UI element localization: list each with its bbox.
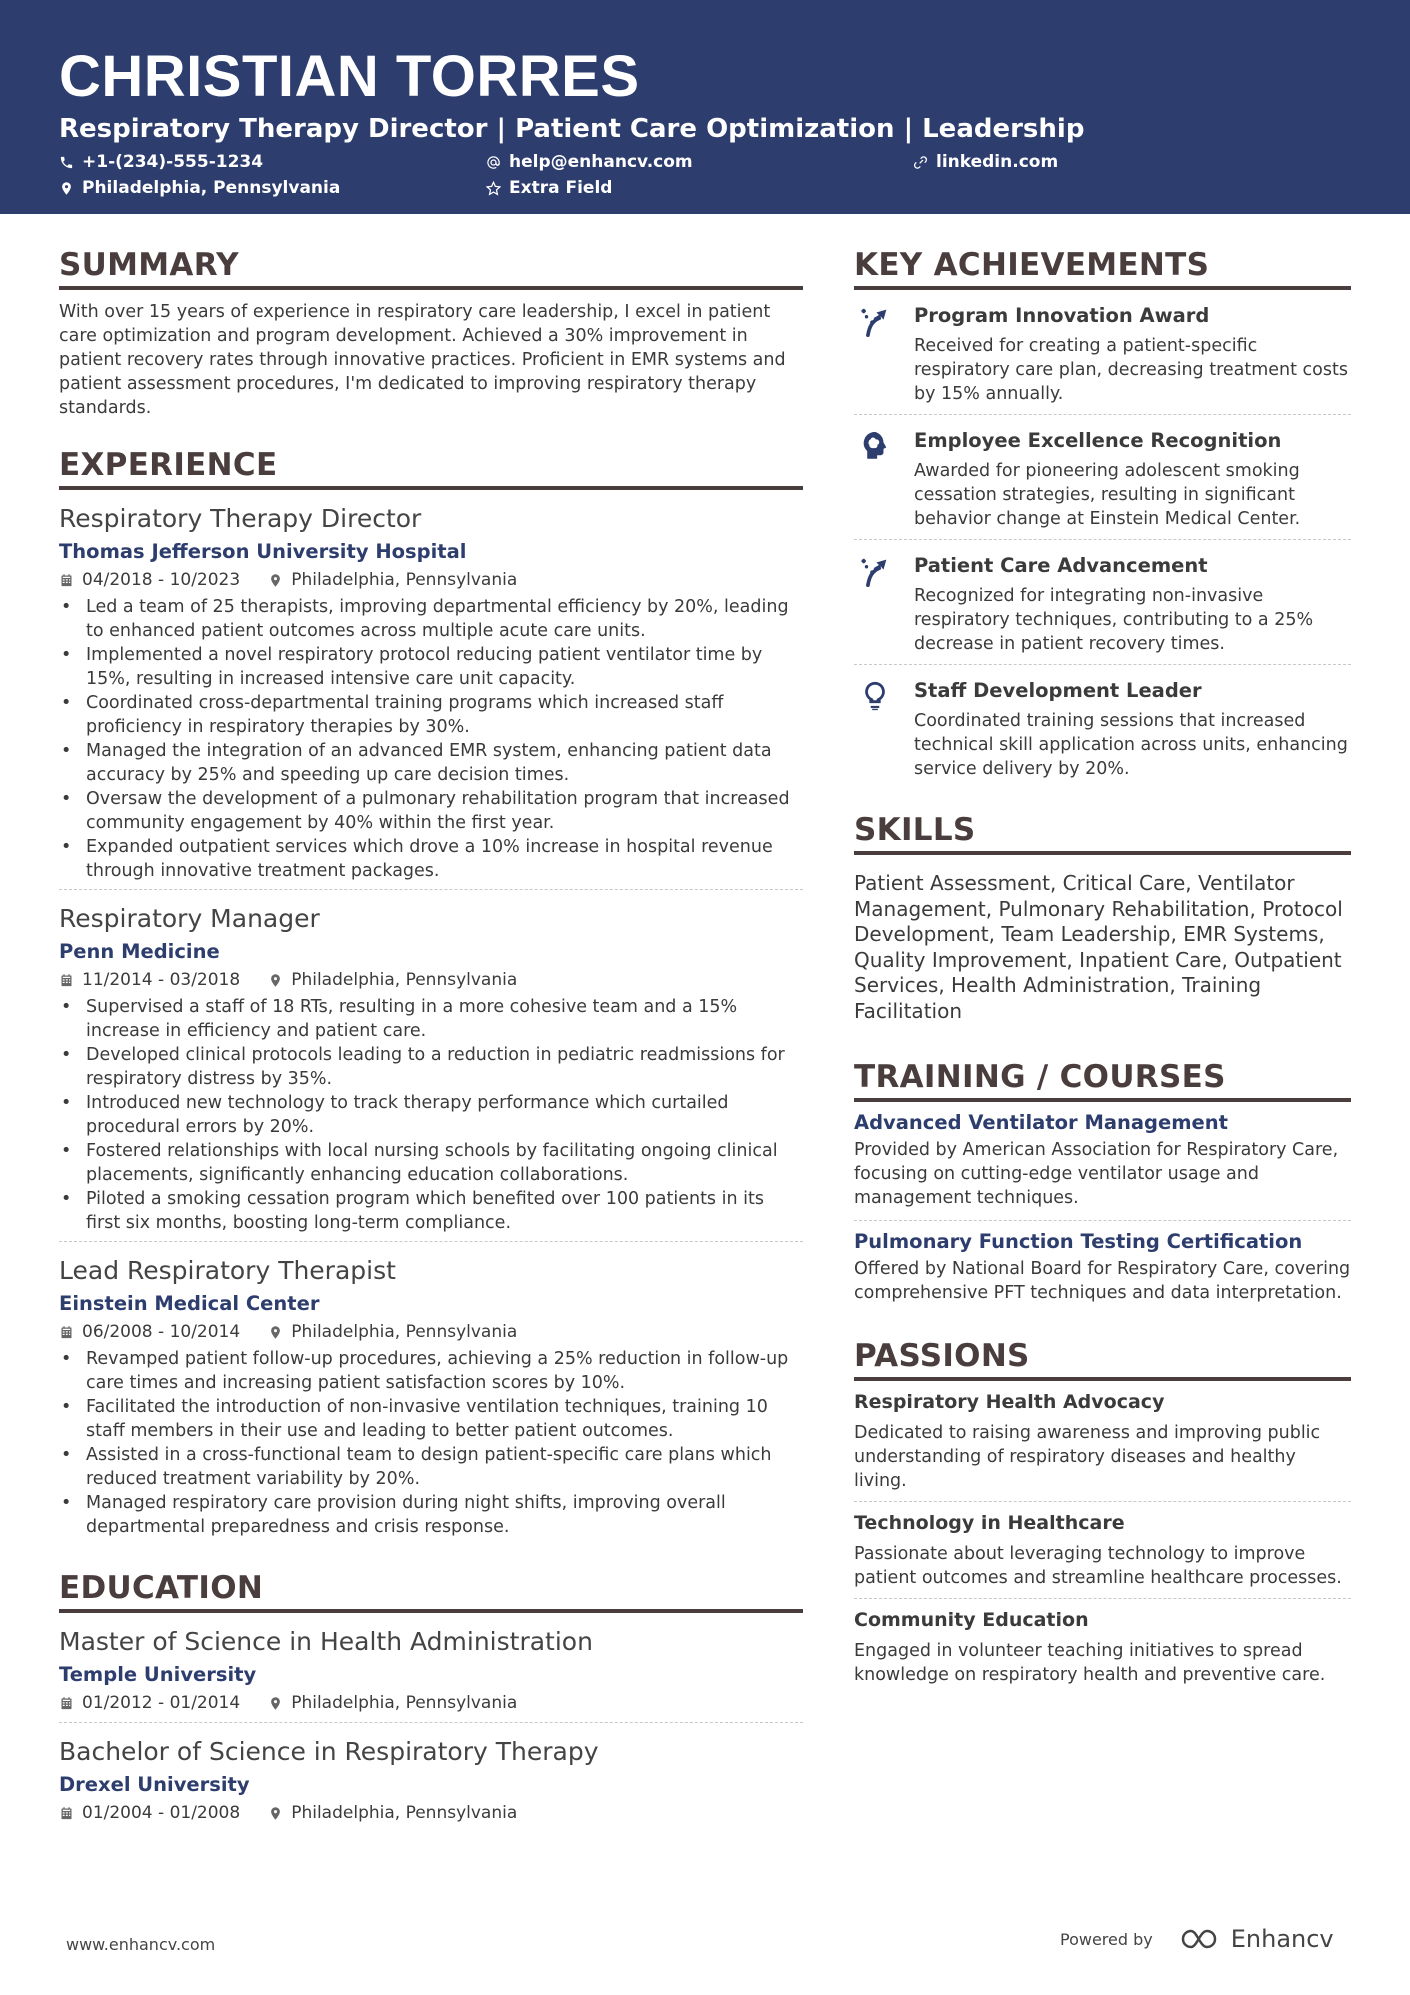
achievement-item <box>854 665 1351 789</box>
calendar-icon <box>59 973 74 988</box>
date-range <box>59 1690 240 1716</box>
company-name: Thomas Jefferson University Hospital <box>59 540 467 563</box>
passion-title: Community Education <box>854 1609 1089 1631</box>
bullet-item: • Developed clinical protocols leading to a reduction in pediatric readmissions for respiratory distress by 35%. <box>59 1043 803 1091</box>
entry-divider <box>59 889 803 890</box>
bullet-item: • Assisted in a cross-functional team to design patient-specific care plans which reduced treatment variability by 20%. <box>59 1443 803 1491</box>
brand-logo[interactable] <box>1179 1925 1334 1953</box>
summary-text: With over 15 years of experience in respiratory care leadership, I excel in patient care optimization and program development. Achieved a 30% improvement in patient recovery rates through innovative practices. Proficient in EMR systems and patient assessment procedures, I'm dedicated to improving respiratory therapy standards. <box>59 302 786 418</box>
date-text: 11/2014 - 03/2018 <box>82 970 241 990</box>
job-meta <box>59 567 803 593</box>
passion-desc: Dedicated to raising awareness and improving public understanding of respiratory diseases and healthy living. <box>854 1423 1321 1491</box>
location-text: Philadelphia, Pennsylvania <box>291 970 518 990</box>
passion-desc: Passionate about leveraging technology to improve patient outcomes and streamline healthcare processes. <box>854 1544 1342 1588</box>
bullet-item: • Supervised a staff of 18 RTs, resulting in a more cohesive team and a 15% increase in efficiency and patient care. <box>59 995 803 1043</box>
bullet-item: • Facilitated the introduction of non-invasive ventilation techniques, training 10 staff members in their use and leading to better patient outcomes. <box>59 1395 803 1443</box>
calendar-icon <box>59 573 74 588</box>
training-heading: TRAINING / COURSES <box>854 1058 1351 1102</box>
date-range <box>59 1800 240 1826</box>
education-heading: EDUCATION <box>59 1569 803 1613</box>
achievement-body <box>914 427 1351 531</box>
location <box>268 1319 517 1345</box>
school-name: Drexel University <box>59 1773 250 1796</box>
contact-location: Philadelphia, Pennsylvania <box>59 178 340 198</box>
bullet-item: • Introduced new technology to track therapy performance which curtailed procedural errors by 20%. <box>59 1091 803 1139</box>
degree-title: Bachelor of Science in Respiratory Therapy <box>59 1737 599 1766</box>
date-range <box>59 1319 240 1345</box>
candidate-name: CHRISTIAN TORRES <box>59 44 640 109</box>
course-desc: Offered by National Board for Respiratory Care, covering comprehensive PFT techniques and data interpretation. <box>854 1259 1351 1303</box>
link-icon <box>913 155 928 170</box>
achievement-icon-wrap <box>854 427 914 531</box>
achievement-body <box>914 677 1351 781</box>
location-text: Philadelphia, Pennsylvania <box>291 1322 518 1342</box>
education-section <box>59 1569 803 1826</box>
achievement-body <box>914 552 1351 656</box>
date-range <box>59 567 240 593</box>
location <box>268 1800 517 1826</box>
brand-name: Enhancv <box>1230 1925 1334 1953</box>
achievement-body <box>914 302 1351 406</box>
achievement-icon-wrap <box>854 552 914 656</box>
course-item <box>854 1102 1351 1221</box>
achievement-item <box>854 290 1351 415</box>
entry-divider <box>59 1241 803 1242</box>
achievement-icon-wrap <box>854 302 914 406</box>
bullet-item: • Revamped patient follow-up procedures, achieving a 25% reduction in follow-up care times and increasing patient satisfaction scores by 10%. <box>59 1347 803 1395</box>
map-pin-icon <box>268 1806 283 1821</box>
footer-branding <box>1060 1925 1334 1953</box>
passion-item <box>854 1502 1351 1599</box>
location-text: Philadelphia, Pennsylvania <box>291 1693 518 1713</box>
bullet-item: • Managed respiratory care provision during night shifts, improving overall departmental preparedness and crisis response. <box>59 1491 803 1539</box>
achievement-title: Staff Development Leader <box>914 679 1202 702</box>
passion-item <box>854 1381 1351 1502</box>
education-entry <box>59 1625 803 1723</box>
passion-item <box>854 1599 1351 1695</box>
map-pin-icon <box>268 573 283 588</box>
skills-heading: SKILLS <box>854 811 1351 855</box>
passion-title: Respiratory Health Advocacy <box>854 1391 1165 1413</box>
calendar-icon <box>59 1696 74 1711</box>
lightbulb-icon <box>858 679 892 713</box>
location <box>268 967 517 993</box>
achievement-title: Program Innovation Award <box>914 304 1210 327</box>
achievement-bullets <box>59 1347 803 1539</box>
contact-email[interactable]: help@enhancv.com <box>486 152 693 172</box>
achievement-list <box>854 290 1351 789</box>
school-name: Temple University <box>59 1663 257 1686</box>
achievement-title: Patient Care Advancement <box>914 554 1208 577</box>
powered-by-label: Powered by <box>1060 1929 1153 1949</box>
course-item <box>854 1221 1351 1315</box>
education-entry <box>59 1735 803 1826</box>
bullet-item: • Piloted a smoking cessation program which benefited over 100 patients in its first six months, boosting long-term compliance. <box>59 1187 803 1235</box>
job-meta <box>59 1800 803 1826</box>
achievement-icon-wrap <box>854 677 914 781</box>
bullet-item: • Implemented a novel respiratory protocol reducing patient ventilator time by 15%, resulting in increased intensive care unit capacity. <box>59 643 803 691</box>
calendar-icon <box>59 1806 74 1821</box>
achievement-bullets <box>59 995 803 1235</box>
job-title: Respiratory Therapy Director <box>59 504 422 533</box>
left-column <box>59 214 803 1826</box>
job-title: Lead Respiratory Therapist <box>59 1256 396 1285</box>
job-meta <box>59 1690 803 1716</box>
course-title: Advanced Ventilator Management <box>854 1111 1228 1134</box>
contact-extra: Extra Field <box>486 178 612 198</box>
footer-website[interactable]: www.enhancv.com <box>66 1935 216 1954</box>
candidate-headline: Respiratory Therapy Director | Patient Care Optimization | Leadership <box>59 114 1085 144</box>
contact-phone: +1-(234)-555-1234 <box>59 152 263 172</box>
map-pin-icon <box>59 181 74 196</box>
enhancv-logo-icon <box>1179 1926 1223 1952</box>
location <box>268 567 517 593</box>
date-range <box>59 967 240 993</box>
experience-section <box>59 446 803 1539</box>
date-text: 06/2008 - 10/2014 <box>82 1322 241 1342</box>
at-icon <box>486 155 501 170</box>
calendar-icon <box>59 1325 74 1340</box>
course-title: Pulmonary Function Testing Certification <box>854 1230 1303 1253</box>
bullet-item: • Fostered relationships with local nursing schools by facilitating ongoing clinical placements, significantly enhancing education collaborations. <box>59 1139 803 1187</box>
map-pin-icon <box>268 973 283 988</box>
location <box>268 1690 517 1716</box>
bullet-item: • Expanded outpatient services which drove a 10% increase in hospital revenue through innovative treatment packages. <box>59 835 803 883</box>
achievement-title: Employee Excellence Recognition <box>914 429 1282 452</box>
passions-section <box>854 1337 1351 1695</box>
bullet-item: • Managed the integration of an advanced EMR system, enhancing patient data accuracy by 25% and speeding up care decision times. <box>59 739 803 787</box>
training-section <box>854 1058 1351 1315</box>
achievement-item <box>854 540 1351 665</box>
course-list <box>854 1102 1351 1315</box>
contact-info <box>59 152 1351 208</box>
right-column <box>854 214 1351 1695</box>
degree-title: Master of Science in Health Administration <box>59 1627 593 1656</box>
skills-text: Patient Assessment, Critical Care, Ventilator Management, Pulmonary Rehabilitation, Protocol Development, Team Leadership, EMR Systems, Quality Improvement, Inpatient Care, Outpatient Services, Health Administration, Training Facilitation <box>854 871 1343 1023</box>
passion-title: Technology in Healthcare <box>854 1512 1125 1534</box>
passion-list <box>854 1381 1351 1695</box>
skills-section <box>854 811 1351 1024</box>
tactics-icon <box>858 304 892 338</box>
bullet-item: • Oversaw the development of a pulmonary rehabilitation program that increased community engagement by 40% within the first year. <box>59 787 803 835</box>
achievement-bullets <box>59 595 803 883</box>
achievement-desc: Coordinated training sessions that increased technical skill application across units, enhancing service delivery by 20%. <box>914 711 1348 779</box>
job-list <box>59 502 803 1539</box>
map-pin-icon <box>268 1696 283 1711</box>
date-text: 01/2012 - 01/2014 <box>82 1693 241 1713</box>
map-pin-icon <box>268 1325 283 1340</box>
bullet-item: • Coordinated cross-departmental training programs which increased staff proficiency in respiratory therapies by 30%. <box>59 691 803 739</box>
achievement-item <box>854 415 1351 540</box>
achievement-desc: Recognized for integrating non-invasive respiratory techniques, contributing to a 25% decrease in patient recovery times. <box>914 586 1314 654</box>
passions-heading: PASSIONS <box>854 1337 1351 1381</box>
bullet-item: • Led a team of 25 therapists, improving departmental efficiency by 20%, leading to enhanced patient outcomes across multiple acute care units. <box>59 595 803 643</box>
contact-linkedin[interactable]: linkedin.com <box>913 152 1058 172</box>
summary-section <box>59 246 803 420</box>
company-name: Penn Medicine <box>59 940 220 963</box>
achievement-desc: Awarded for pioneering adolescent smoking cessation strategies, resulting in significant behavior change at Einstein Medical Center. <box>914 461 1301 529</box>
star-icon <box>486 181 501 196</box>
passion-desc: Engaged in volunteer teaching initiatives to spread knowledge on respiratory health and preventive care. <box>854 1641 1326 1685</box>
course-desc: Provided by American Association for Respiratory Care, focusing on cutting-edge ventilator usage and management techniques. <box>854 1140 1339 1208</box>
location-text: Philadelphia, Pennsylvania <box>291 570 518 590</box>
date-text: 01/2004 - 01/2008 <box>82 1803 241 1823</box>
achievements-section <box>854 246 1351 789</box>
job-entry <box>59 1254 803 1539</box>
job-entry <box>59 902 803 1242</box>
tactics-icon <box>858 554 892 588</box>
resume-header <box>0 0 1410 214</box>
job-meta <box>59 967 803 993</box>
entry-divider <box>59 1722 803 1723</box>
summary-heading: SUMMARY <box>59 246 803 290</box>
company-name: Einstein Medical Center <box>59 1292 320 1315</box>
job-entry <box>59 502 803 890</box>
head-brain-icon <box>858 429 892 463</box>
education-list <box>59 1625 803 1826</box>
phone-icon <box>59 155 74 170</box>
achievements-heading: KEY ACHIEVEMENTS <box>854 246 1351 290</box>
job-title: Respiratory Manager <box>59 904 320 933</box>
location-text: Philadelphia, Pennsylvania <box>291 1803 518 1823</box>
date-text: 04/2018 - 10/2023 <box>82 570 241 590</box>
achievement-desc: Received for creating a patient-specific respiratory care plan, decreasing treatment costs by 15% annually. <box>914 336 1348 404</box>
experience-heading: EXPERIENCE <box>59 446 803 490</box>
job-meta <box>59 1319 803 1345</box>
